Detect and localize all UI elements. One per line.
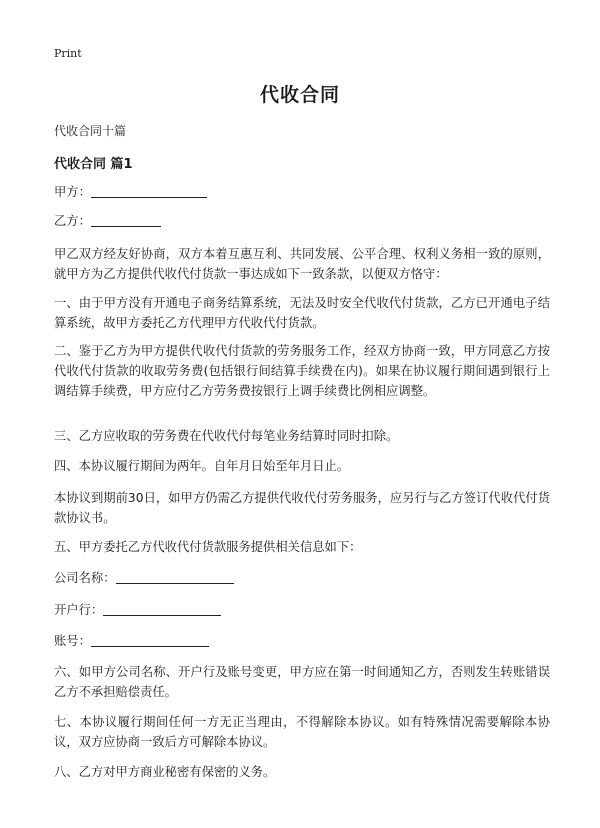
paragraph-3: 三、乙方应收取的劳务费在代收代付每笔业务结算时同时扣除。 bbox=[54, 429, 399, 443]
party-a-line bbox=[54, 181, 207, 203]
party-b-line bbox=[54, 210, 161, 232]
paragraph-intro: 甲乙双方经友好协商，双方本着互惠互利、共同发展、公平合理、权利义务相一致的原则，就甲方为乙方提供代收代付货款一事达成如下一致条款，以便双方恪守： bbox=[54, 247, 550, 281]
account-label: 账号： bbox=[54, 634, 91, 648]
account-line bbox=[54, 630, 209, 652]
company-line bbox=[54, 567, 234, 589]
paragraph-6: 六、如甲方公司名称、开户行及账号变更，甲方应在第一时间通知乙方，否则发生转账错误乙方不承担赔偿责任。 bbox=[54, 665, 550, 699]
party-b-blank bbox=[91, 212, 161, 227]
paragraph-5: 五、甲方委托乙方代收代付货款服务提供相关信息如下： bbox=[54, 540, 362, 554]
party-b-label: 乙方： bbox=[54, 214, 91, 228]
party-a-label: 甲方： bbox=[54, 185, 91, 199]
paragraph-2: 二、鉴于乙方为甲方提供代收代付货款的劳务服务工作，经双方协商一致，甲方同意乙方按代收代付货款的收取劳务费(包括银行间结算手续费在内)。如果在协议履行期间遇到银行上调结算手续费，甲方应付乙方劳务费按银行上调手续费比例相应调整。 bbox=[54, 344, 550, 398]
section-heading: 代收合同 篇1 bbox=[54, 157, 133, 172]
company-label: 公司名称： bbox=[54, 571, 116, 585]
print-link[interactable]: Print bbox=[54, 47, 82, 60]
party-a-blank bbox=[91, 183, 207, 198]
bank-label: 开户行： bbox=[54, 603, 104, 617]
bank-line bbox=[54, 599, 221, 621]
document-subtitle: 代收合同十篇 bbox=[54, 124, 127, 138]
paragraph-7: 七、本协议履行期间任何一方无正当理由，不得解除本协议。如有特殊情况需要解除本协议，双方应协商一致后方可解除本协议。 bbox=[54, 715, 550, 749]
paragraph-renewal: 本协议到期前30日，如甲方仍需乙方提供代收代付劳务服务，应另行与乙方签订代收代付货款协议书。 bbox=[54, 491, 550, 525]
paragraph-4: 四、本协议履行期间为两年。自年月日始至年月日止。 bbox=[54, 459, 350, 473]
document-title: 代收合同 bbox=[259, 84, 340, 106]
company-blank bbox=[116, 569, 234, 584]
account-blank bbox=[91, 632, 209, 647]
bank-blank bbox=[103, 601, 221, 616]
paragraph-8: 八、乙方对甲方商业秘密有保密的义务。 bbox=[54, 765, 276, 779]
paragraph-1: 一、由于甲方没有开通电子商务结算系统，无法及时安全代收代付货款，乙方已开通电子结算系统，故甲方委托乙方代理甲方代收代付货款。 bbox=[54, 296, 550, 330]
